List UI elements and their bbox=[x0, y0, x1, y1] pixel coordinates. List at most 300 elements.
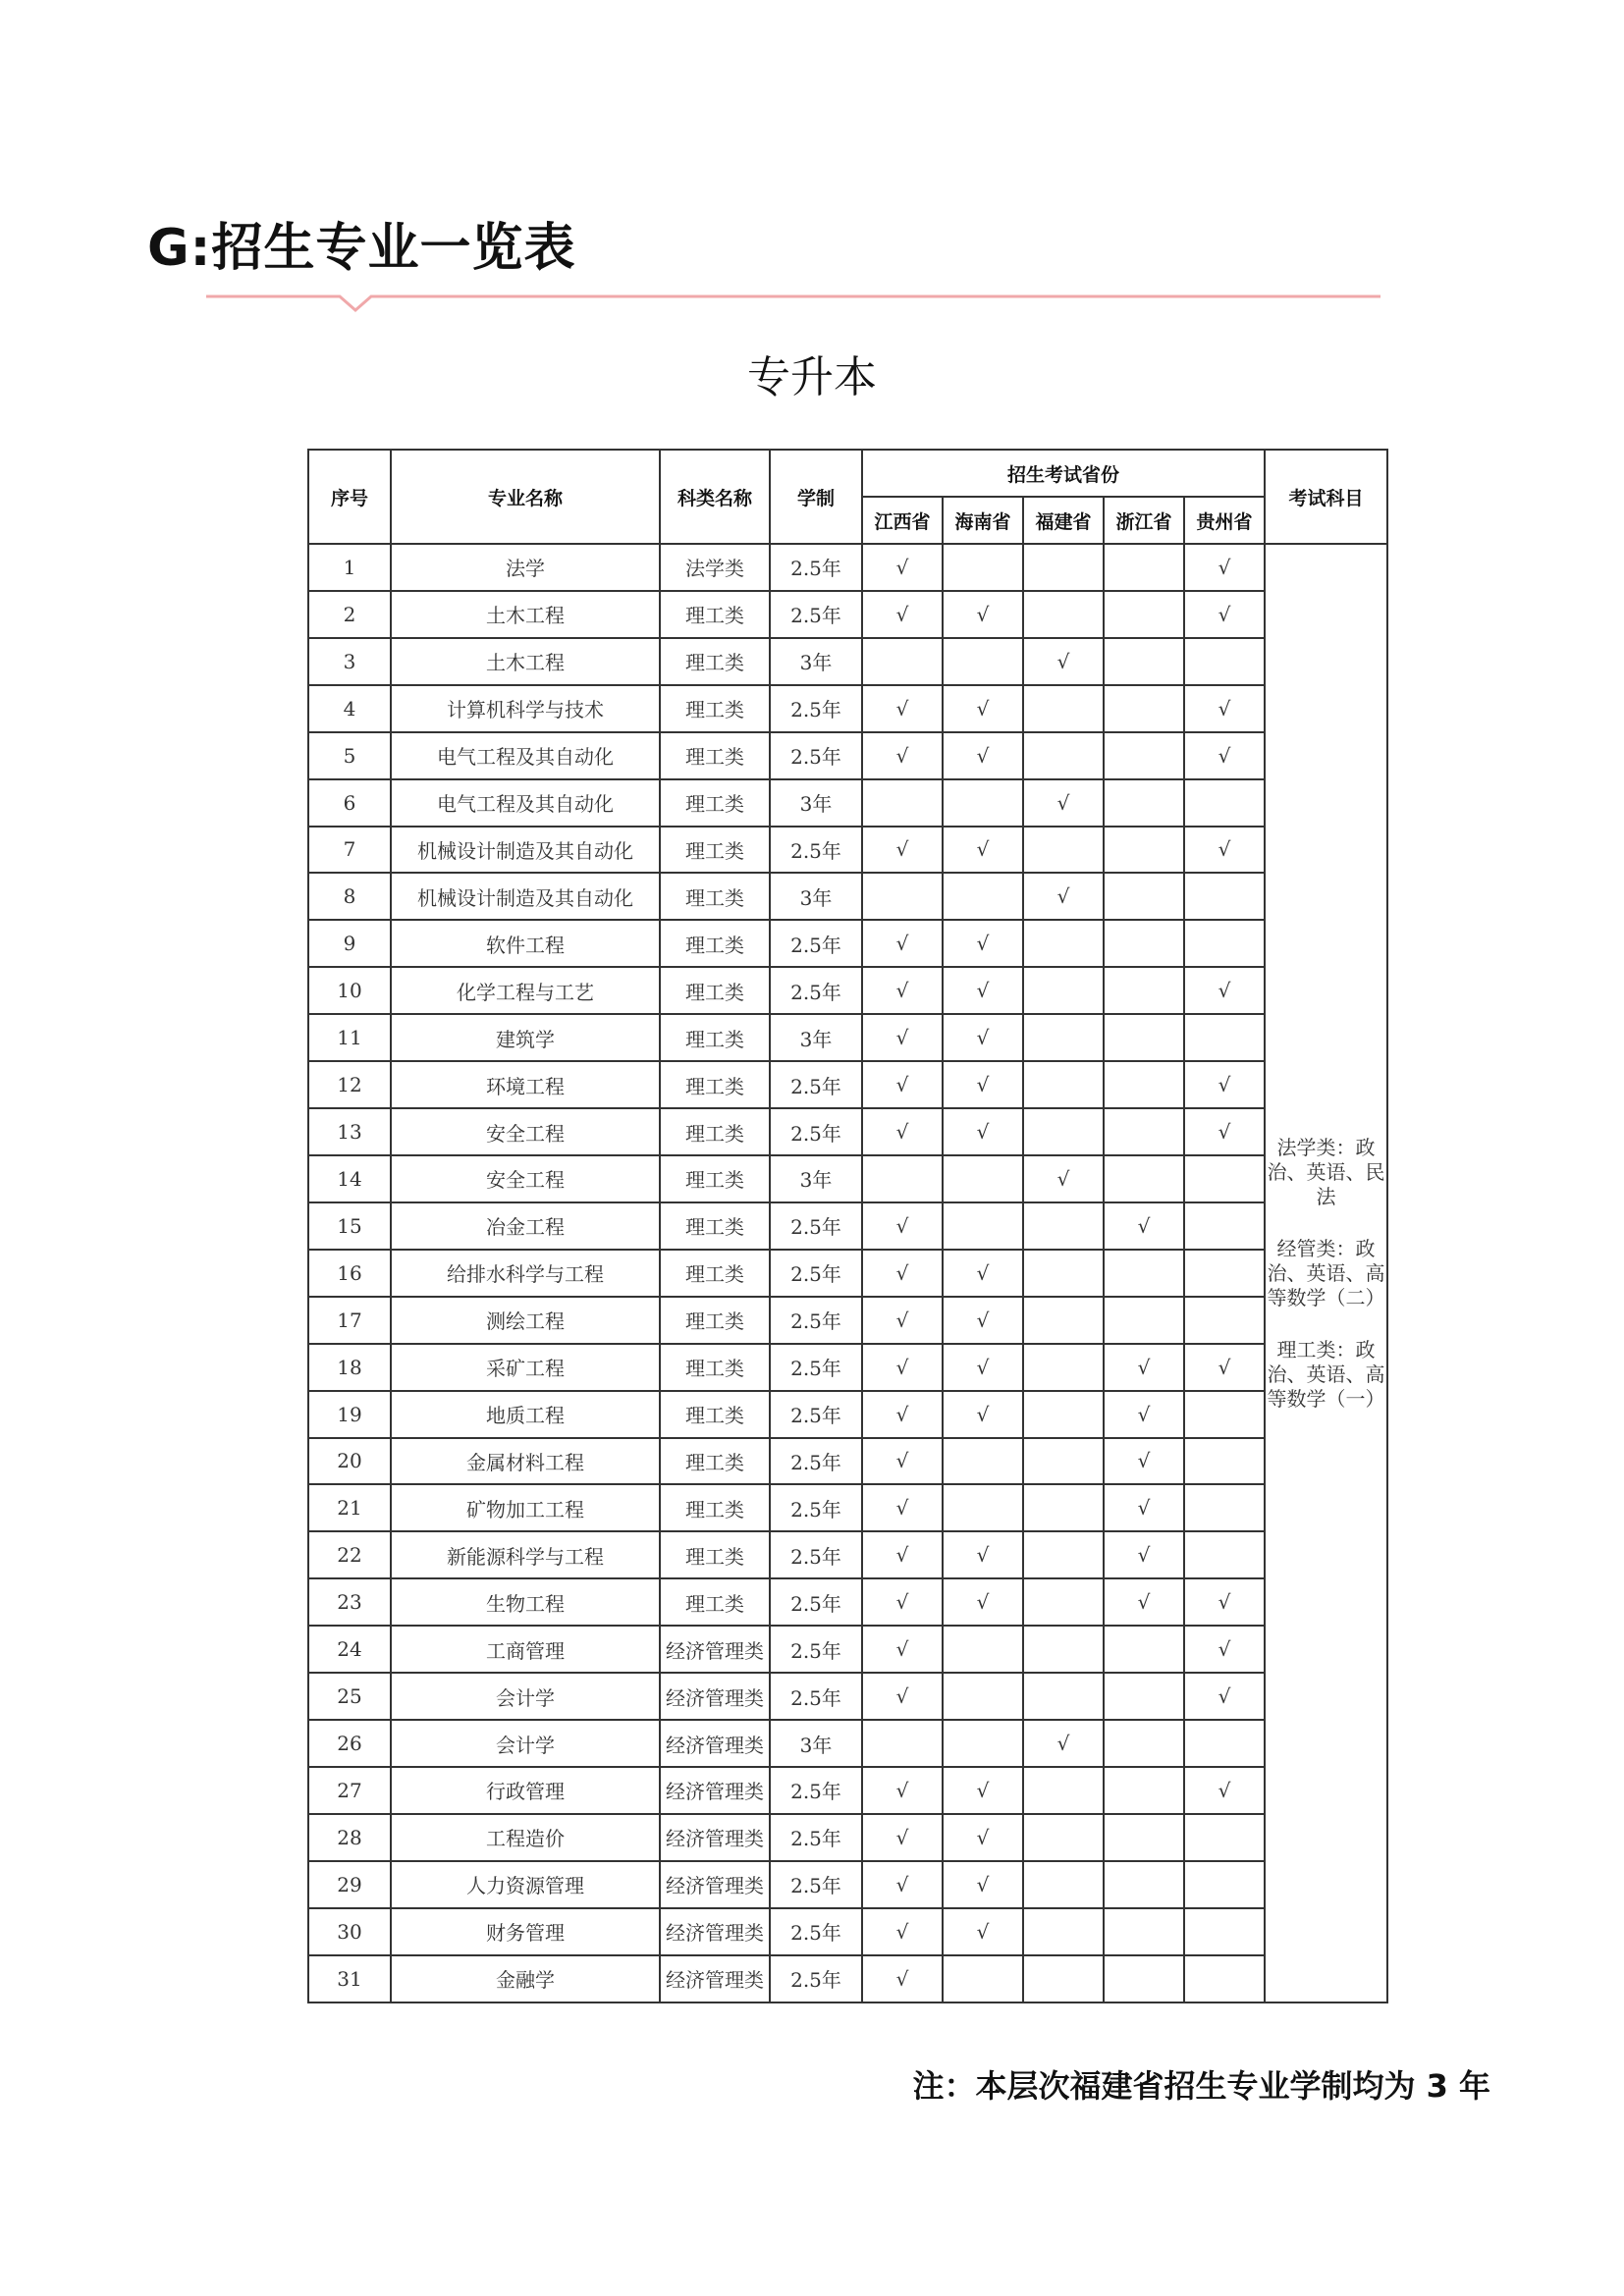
header-duration: 学制 bbox=[770, 450, 862, 544]
cell-duration: 3年 bbox=[770, 638, 862, 685]
cell-major: 机械设计制造及其自动化 bbox=[391, 827, 660, 874]
cell-index: 25 bbox=[308, 1673, 391, 1720]
cell-major: 建筑学 bbox=[391, 1014, 660, 1061]
cell-province-mark bbox=[943, 873, 1023, 920]
cell-province-mark bbox=[1104, 1014, 1184, 1061]
exam-subject-block: 法学类：政治、英语、民法 bbox=[1267, 1135, 1385, 1208]
cell-index: 29 bbox=[308, 1861, 391, 1908]
cell-province-mark: √ bbox=[1184, 591, 1265, 638]
table-row bbox=[308, 1767, 1387, 1814]
cell-duration: 2.5年 bbox=[770, 1391, 862, 1438]
cell-index: 8 bbox=[308, 873, 391, 920]
cell-index: 7 bbox=[308, 827, 391, 874]
table-row bbox=[308, 920, 1387, 967]
cell-province-mark bbox=[1104, 873, 1184, 920]
cell-province-mark bbox=[1104, 779, 1184, 827]
header-province-fujian: 福建省 bbox=[1023, 497, 1104, 544]
cell-duration: 2.5年 bbox=[770, 1108, 862, 1155]
cell-category: 理工类 bbox=[660, 873, 770, 920]
cell-province-mark bbox=[943, 779, 1023, 827]
cell-province-mark: √ bbox=[862, 1626, 943, 1673]
cell-major: 土木工程 bbox=[391, 591, 660, 638]
cell-province-mark: √ bbox=[862, 1202, 943, 1250]
cell-province-mark bbox=[1023, 967, 1104, 1014]
cell-province-mark: √ bbox=[862, 1014, 943, 1061]
cell-province-mark: √ bbox=[862, 1484, 943, 1531]
cell-province-mark bbox=[1184, 873, 1265, 920]
table-row bbox=[308, 1720, 1387, 1767]
cell-province-mark: √ bbox=[1104, 1484, 1184, 1531]
cell-province-mark: √ bbox=[1184, 1578, 1265, 1626]
header-index: 序号 bbox=[308, 450, 391, 544]
cell-province-mark: √ bbox=[943, 1767, 1023, 1814]
cell-province-mark: √ bbox=[1023, 1720, 1104, 1767]
cell-index: 23 bbox=[308, 1578, 391, 1626]
cell-exam-subjects bbox=[1265, 544, 1387, 2002]
cell-province-mark: √ bbox=[862, 544, 943, 591]
cell-province-mark bbox=[1023, 1484, 1104, 1531]
cell-category: 理工类 bbox=[660, 967, 770, 1014]
cell-category: 理工类 bbox=[660, 1531, 770, 1578]
cell-index: 13 bbox=[308, 1108, 391, 1155]
cell-province-mark: √ bbox=[862, 1955, 943, 2002]
cell-index: 18 bbox=[308, 1344, 391, 1391]
cell-province-mark bbox=[1104, 1061, 1184, 1108]
cell-category: 理工类 bbox=[660, 1108, 770, 1155]
cell-category: 经济管理类 bbox=[660, 1908, 770, 1955]
footnote: 注：本层次福建省招生专业学制均为 3 年 bbox=[912, 2067, 1490, 2105]
cell-province-mark bbox=[1104, 1814, 1184, 1861]
table-row bbox=[308, 1391, 1387, 1438]
cell-category: 理工类 bbox=[660, 1250, 770, 1297]
cell-duration: 2.5年 bbox=[770, 1578, 862, 1626]
cell-province-mark: √ bbox=[862, 1531, 943, 1578]
cell-province-mark: √ bbox=[943, 920, 1023, 967]
majors-table bbox=[307, 449, 1388, 2003]
cell-province-mark bbox=[1023, 1297, 1104, 1344]
cell-category: 经济管理类 bbox=[660, 1626, 770, 1673]
cell-province-mark bbox=[1023, 1955, 1104, 2002]
cell-category: 理工类 bbox=[660, 827, 770, 874]
cell-duration: 2.5年 bbox=[770, 1061, 862, 1108]
cell-province-mark bbox=[943, 1202, 1023, 1250]
cell-duration: 2.5年 bbox=[770, 1861, 862, 1908]
cell-province-mark bbox=[1184, 638, 1265, 685]
cell-province-mark: √ bbox=[1184, 1767, 1265, 1814]
cell-province-mark bbox=[1104, 1626, 1184, 1673]
cell-major: 工商管理 bbox=[391, 1626, 660, 1673]
cell-major: 矿物加工工程 bbox=[391, 1484, 660, 1531]
cell-province-mark bbox=[1023, 1578, 1104, 1626]
cell-category: 理工类 bbox=[660, 591, 770, 638]
table-row bbox=[308, 1014, 1387, 1061]
table-row bbox=[308, 1531, 1387, 1578]
cell-major: 法学 bbox=[391, 544, 660, 591]
cell-major: 会计学 bbox=[391, 1720, 660, 1767]
cell-province-mark bbox=[862, 1155, 943, 1202]
exam-subject-block: 经管类：政治、英语、高等数学（二） bbox=[1267, 1236, 1385, 1309]
cell-duration: 3年 bbox=[770, 1014, 862, 1061]
cell-category: 经济管理类 bbox=[660, 1767, 770, 1814]
cell-province-mark bbox=[1104, 1250, 1184, 1297]
cell-major: 软件工程 bbox=[391, 920, 660, 967]
table-row bbox=[308, 544, 1387, 591]
cell-province-mark bbox=[1184, 1861, 1265, 1908]
cell-province-mark: √ bbox=[1184, 1108, 1265, 1155]
cell-category: 经济管理类 bbox=[660, 1814, 770, 1861]
cell-province-mark: √ bbox=[862, 1861, 943, 1908]
table-row bbox=[308, 1344, 1387, 1391]
cell-index: 20 bbox=[308, 1438, 391, 1485]
cell-category: 理工类 bbox=[660, 1344, 770, 1391]
table-row bbox=[308, 1861, 1387, 1908]
cell-province-mark: √ bbox=[943, 1344, 1023, 1391]
cell-major: 土木工程 bbox=[391, 638, 660, 685]
cell-province-mark: √ bbox=[1184, 827, 1265, 874]
table-row bbox=[308, 873, 1387, 920]
cell-province-mark bbox=[1104, 1861, 1184, 1908]
cell-province-mark bbox=[1104, 638, 1184, 685]
table-row bbox=[308, 967, 1387, 1014]
cell-duration: 2.5年 bbox=[770, 1767, 862, 1814]
cell-province-mark bbox=[1184, 1908, 1265, 1955]
cell-province-mark: √ bbox=[862, 1908, 943, 1955]
cell-province-mark bbox=[1023, 1531, 1104, 1578]
table-row bbox=[308, 1061, 1387, 1108]
table-row bbox=[308, 1108, 1387, 1155]
cell-province-mark: √ bbox=[862, 1814, 943, 1861]
table-row bbox=[308, 1484, 1387, 1531]
cell-province-mark: √ bbox=[943, 1578, 1023, 1626]
cell-province-mark bbox=[1104, 544, 1184, 591]
cell-province-mark bbox=[943, 1438, 1023, 1485]
cell-province-mark: √ bbox=[862, 1108, 943, 1155]
cell-province-mark: √ bbox=[862, 920, 943, 967]
cell-province-mark bbox=[1184, 1484, 1265, 1531]
cell-province-mark bbox=[1023, 920, 1104, 967]
cell-province-mark: √ bbox=[1023, 638, 1104, 685]
table-row bbox=[308, 1202, 1387, 1250]
cell-index: 21 bbox=[308, 1484, 391, 1531]
cell-index: 19 bbox=[308, 1391, 391, 1438]
cell-province-mark: √ bbox=[1184, 685, 1265, 732]
cell-index: 14 bbox=[308, 1155, 391, 1202]
cell-duration: 2.5年 bbox=[770, 1814, 862, 1861]
header-major: 专业名称 bbox=[391, 450, 660, 544]
cell-major: 生物工程 bbox=[391, 1578, 660, 1626]
cell-major: 化学工程与工艺 bbox=[391, 967, 660, 1014]
cell-category: 理工类 bbox=[660, 920, 770, 967]
table-row bbox=[308, 1908, 1387, 1955]
cell-major: 环境工程 bbox=[391, 1061, 660, 1108]
cell-province-mark: √ bbox=[943, 1250, 1023, 1297]
cell-category: 经济管理类 bbox=[660, 1955, 770, 2002]
cell-duration: 2.5年 bbox=[770, 920, 862, 967]
cell-province-mark bbox=[1023, 1673, 1104, 1720]
table-row bbox=[308, 638, 1387, 685]
table-body bbox=[308, 544, 1387, 2002]
cell-province-mark bbox=[1184, 1814, 1265, 1861]
cell-duration: 3年 bbox=[770, 1155, 862, 1202]
decorative-divider bbox=[204, 291, 1382, 320]
cell-province-mark bbox=[1184, 1155, 1265, 1202]
cell-province-mark bbox=[1184, 1014, 1265, 1061]
cell-province-mark bbox=[1184, 1720, 1265, 1767]
cell-major: 电气工程及其自动化 bbox=[391, 779, 660, 827]
cell-province-mark bbox=[862, 779, 943, 827]
cell-major: 计算机科学与技术 bbox=[391, 685, 660, 732]
cell-province-mark bbox=[943, 1155, 1023, 1202]
cell-category: 经济管理类 bbox=[660, 1861, 770, 1908]
cell-index: 5 bbox=[308, 732, 391, 779]
cell-province-mark: √ bbox=[943, 1391, 1023, 1438]
cell-index: 6 bbox=[308, 779, 391, 827]
cell-index: 11 bbox=[308, 1014, 391, 1061]
cell-province-mark: √ bbox=[943, 1108, 1023, 1155]
cell-duration: 2.5年 bbox=[770, 967, 862, 1014]
cell-province-mark: √ bbox=[943, 967, 1023, 1014]
cell-province-mark: √ bbox=[862, 1391, 943, 1438]
cell-province-mark: √ bbox=[862, 591, 943, 638]
cell-index: 15 bbox=[308, 1202, 391, 1250]
cell-category: 理工类 bbox=[660, 1155, 770, 1202]
cell-province-mark: √ bbox=[943, 1061, 1023, 1108]
cell-index: 24 bbox=[308, 1626, 391, 1673]
cell-province-mark bbox=[1023, 1626, 1104, 1673]
header-category: 科类名称 bbox=[660, 450, 770, 544]
cell-province-mark bbox=[1184, 1250, 1265, 1297]
cell-province-mark bbox=[1023, 1391, 1104, 1438]
cell-index: 27 bbox=[308, 1767, 391, 1814]
cell-province-mark bbox=[943, 1673, 1023, 1720]
cell-province-mark: √ bbox=[862, 1344, 943, 1391]
cell-duration: 2.5年 bbox=[770, 732, 862, 779]
cell-province-mark: √ bbox=[862, 1061, 943, 1108]
cell-province-mark: √ bbox=[1023, 1155, 1104, 1202]
cell-major: 金融学 bbox=[391, 1955, 660, 2002]
cell-province-mark: √ bbox=[862, 1297, 943, 1344]
cell-province-mark bbox=[1023, 544, 1104, 591]
cell-province-mark: √ bbox=[943, 1908, 1023, 1955]
cell-province-mark: √ bbox=[1184, 732, 1265, 779]
cell-province-mark: √ bbox=[943, 732, 1023, 779]
cell-province-mark bbox=[862, 638, 943, 685]
cell-province-mark: √ bbox=[1023, 873, 1104, 920]
cell-major: 安全工程 bbox=[391, 1155, 660, 1202]
header-exam-subjects: 考试科目 bbox=[1265, 450, 1387, 544]
header-provinces-group: 招生考试省份 bbox=[862, 450, 1265, 497]
cell-province-mark: √ bbox=[1104, 1344, 1184, 1391]
table-row bbox=[308, 1955, 1387, 2002]
cell-province-mark bbox=[1023, 827, 1104, 874]
cell-major: 测绘工程 bbox=[391, 1297, 660, 1344]
cell-duration: 2.5年 bbox=[770, 1673, 862, 1720]
cell-province-mark bbox=[1104, 732, 1184, 779]
cell-duration: 2.5年 bbox=[770, 544, 862, 591]
cell-province-mark: √ bbox=[862, 1578, 943, 1626]
cell-index: 28 bbox=[308, 1814, 391, 1861]
table-row bbox=[308, 1438, 1387, 1485]
cell-province-mark bbox=[1104, 1767, 1184, 1814]
cell-province-mark bbox=[943, 638, 1023, 685]
cell-province-mark bbox=[1023, 1202, 1104, 1250]
cell-province-mark: √ bbox=[862, 967, 943, 1014]
cell-province-mark bbox=[862, 873, 943, 920]
cell-province-mark bbox=[943, 1484, 1023, 1531]
table-row bbox=[308, 779, 1387, 827]
cell-category: 经济管理类 bbox=[660, 1720, 770, 1767]
cell-major: 行政管理 bbox=[391, 1767, 660, 1814]
cell-province-mark: √ bbox=[862, 1767, 943, 1814]
cell-province-mark bbox=[1184, 1955, 1265, 2002]
cell-major: 工程造价 bbox=[391, 1814, 660, 1861]
cell-province-mark: √ bbox=[943, 1814, 1023, 1861]
cell-province-mark bbox=[1104, 1673, 1184, 1720]
cell-duration: 2.5年 bbox=[770, 591, 862, 638]
cell-duration: 2.5年 bbox=[770, 1908, 862, 1955]
cell-province-mark bbox=[1104, 1108, 1184, 1155]
cell-index: 30 bbox=[308, 1908, 391, 1955]
cell-province-mark bbox=[1023, 1250, 1104, 1297]
cell-category: 理工类 bbox=[660, 1061, 770, 1108]
cell-province-mark: √ bbox=[862, 1250, 943, 1297]
cell-province-mark bbox=[1023, 591, 1104, 638]
cell-province-mark bbox=[943, 1955, 1023, 2002]
cell-province-mark: √ bbox=[943, 685, 1023, 732]
cell-province-mark: √ bbox=[862, 732, 943, 779]
cell-province-mark bbox=[1023, 1767, 1104, 1814]
cell-province-mark bbox=[1184, 779, 1265, 827]
cell-province-mark bbox=[1023, 1108, 1104, 1155]
cell-duration: 2.5年 bbox=[770, 685, 862, 732]
cell-category: 理工类 bbox=[660, 1297, 770, 1344]
cell-index: 3 bbox=[308, 638, 391, 685]
cell-major: 新能源科学与工程 bbox=[391, 1531, 660, 1578]
cell-duration: 2.5年 bbox=[770, 1344, 862, 1391]
cell-province-mark bbox=[1104, 1720, 1184, 1767]
cell-province-mark bbox=[1104, 1908, 1184, 1955]
cell-category: 理工类 bbox=[660, 1014, 770, 1061]
cell-province-mark: √ bbox=[943, 827, 1023, 874]
cell-province-mark bbox=[1184, 1297, 1265, 1344]
cell-province-mark bbox=[1104, 591, 1184, 638]
cell-province-mark: √ bbox=[1104, 1438, 1184, 1485]
cell-category: 理工类 bbox=[660, 638, 770, 685]
cell-province-mark: √ bbox=[1184, 1626, 1265, 1673]
cell-province-mark: √ bbox=[1184, 544, 1265, 591]
cell-province-mark bbox=[1184, 920, 1265, 967]
cell-duration: 3年 bbox=[770, 1720, 862, 1767]
cell-province-mark bbox=[1023, 1438, 1104, 1485]
cell-category: 理工类 bbox=[660, 685, 770, 732]
table-row bbox=[308, 1578, 1387, 1626]
table-row bbox=[308, 1250, 1387, 1297]
cell-duration: 2.5年 bbox=[770, 1531, 862, 1578]
cell-index: 31 bbox=[308, 1955, 391, 2002]
cell-major: 机械设计制造及其自动化 bbox=[391, 873, 660, 920]
cell-category: 法学类 bbox=[660, 544, 770, 591]
cell-province-mark bbox=[1184, 1391, 1265, 1438]
cell-province-mark bbox=[1023, 1814, 1104, 1861]
cell-major: 电气工程及其自动化 bbox=[391, 732, 660, 779]
cell-category: 理工类 bbox=[660, 1578, 770, 1626]
cell-province-mark bbox=[943, 544, 1023, 591]
cell-province-mark: √ bbox=[1184, 1344, 1265, 1391]
cell-major: 冶金工程 bbox=[391, 1202, 660, 1250]
table-row bbox=[308, 1297, 1387, 1344]
cell-province-mark: √ bbox=[1184, 1673, 1265, 1720]
cell-category: 理工类 bbox=[660, 732, 770, 779]
table-row bbox=[308, 1155, 1387, 1202]
cell-duration: 3年 bbox=[770, 873, 862, 920]
cell-major: 财务管理 bbox=[391, 1908, 660, 1955]
cell-province-mark bbox=[1184, 1531, 1265, 1578]
cell-index: 2 bbox=[308, 591, 391, 638]
cell-province-mark: √ bbox=[862, 1673, 943, 1720]
cell-duration: 2.5年 bbox=[770, 1250, 862, 1297]
table-row bbox=[308, 685, 1387, 732]
header-province-jiangxi: 江西省 bbox=[862, 497, 943, 544]
cell-province-mark bbox=[1023, 732, 1104, 779]
cell-province-mark bbox=[1023, 1014, 1104, 1061]
cell-duration: 2.5年 bbox=[770, 827, 862, 874]
header-province-guizhou: 贵州省 bbox=[1184, 497, 1265, 544]
cell-province-mark bbox=[1184, 1202, 1265, 1250]
cell-duration: 2.5年 bbox=[770, 1438, 862, 1485]
cell-province-mark bbox=[1104, 1955, 1184, 2002]
cell-index: 22 bbox=[308, 1531, 391, 1578]
cell-duration: 2.5年 bbox=[770, 1202, 862, 1250]
cell-category: 经济管理类 bbox=[660, 1673, 770, 1720]
cell-province-mark: √ bbox=[1184, 967, 1265, 1014]
cell-index: 17 bbox=[308, 1297, 391, 1344]
cell-province-mark bbox=[862, 1720, 943, 1767]
cell-province-mark bbox=[1184, 1438, 1265, 1485]
table-row bbox=[308, 827, 1387, 874]
cell-province-mark bbox=[1023, 1061, 1104, 1108]
cell-province-mark bbox=[1104, 1297, 1184, 1344]
cell-province-mark: √ bbox=[1104, 1531, 1184, 1578]
cell-province-mark bbox=[943, 1720, 1023, 1767]
exam-subject-block: 理工类：政治、英语、高等数学（一） bbox=[1267, 1337, 1385, 1411]
cell-province-mark: √ bbox=[943, 1297, 1023, 1344]
cell-category: 理工类 bbox=[660, 1484, 770, 1531]
page-heading: G:招生专业一览表 bbox=[147, 219, 576, 278]
cell-major: 金属材料工程 bbox=[391, 1438, 660, 1485]
cell-province-mark bbox=[1104, 967, 1184, 1014]
cell-province-mark: √ bbox=[943, 1531, 1023, 1578]
cell-index: 1 bbox=[308, 544, 391, 591]
cell-province-mark bbox=[1023, 1344, 1104, 1391]
cell-province-mark: √ bbox=[862, 685, 943, 732]
cell-category: 理工类 bbox=[660, 1438, 770, 1485]
cell-major: 给排水科学与工程 bbox=[391, 1250, 660, 1297]
table-row bbox=[308, 1673, 1387, 1720]
cell-province-mark bbox=[1104, 685, 1184, 732]
cell-province-mark: √ bbox=[943, 591, 1023, 638]
cell-major: 地质工程 bbox=[391, 1391, 660, 1438]
cell-province-mark bbox=[1023, 1861, 1104, 1908]
cell-major: 人力资源管理 bbox=[391, 1861, 660, 1908]
cell-province-mark bbox=[1104, 827, 1184, 874]
cell-category: 理工类 bbox=[660, 779, 770, 827]
cell-province-mark bbox=[1023, 1908, 1104, 1955]
table-row bbox=[308, 591, 1387, 638]
section-subtitle: 专升本 bbox=[747, 352, 877, 402]
cell-major: 采矿工程 bbox=[391, 1344, 660, 1391]
header-province-zhejiang: 浙江省 bbox=[1104, 497, 1184, 544]
cell-province-mark: √ bbox=[1104, 1202, 1184, 1250]
